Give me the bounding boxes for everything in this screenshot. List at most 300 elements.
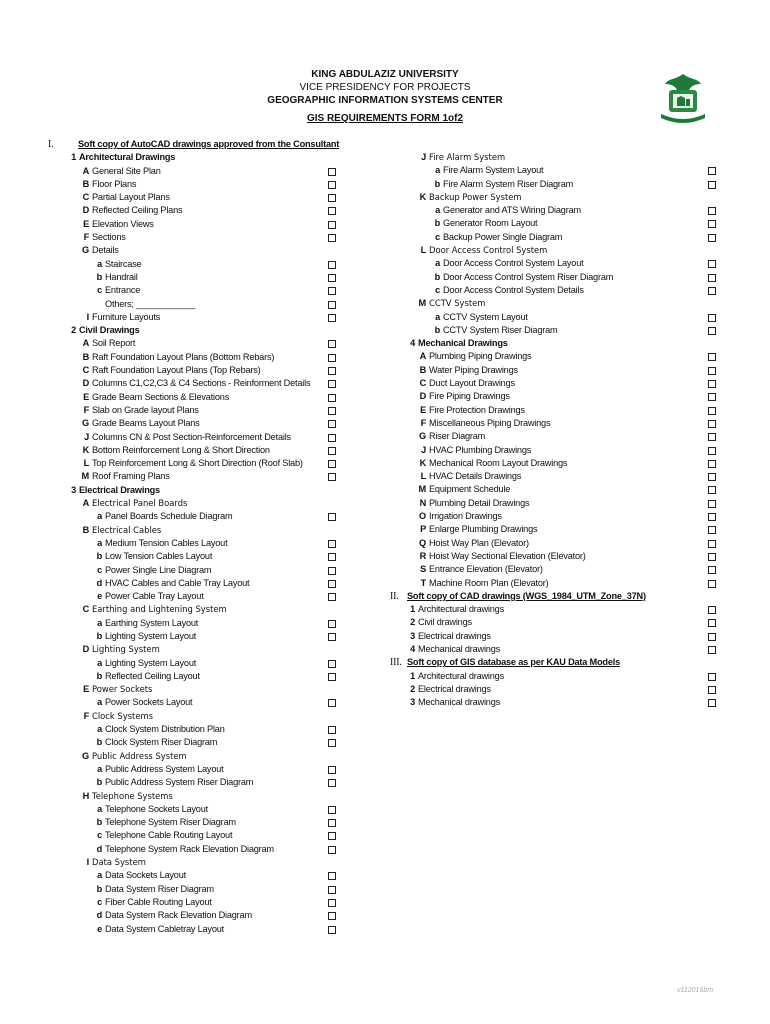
- checkbox[interactable]: [328, 726, 336, 734]
- university-logo: [655, 70, 711, 126]
- item-key: D: [82, 205, 89, 216]
- checkbox[interactable]: [328, 221, 336, 229]
- group-heading: Civil Drawings: [79, 325, 140, 336]
- item-key: a: [97, 724, 102, 735]
- form-row: [50, 191, 350, 204]
- item-key: E: [83, 391, 89, 402]
- form-row: [390, 404, 730, 417]
- section-numeral: III.: [390, 657, 402, 669]
- item-label: Door Access Control System Riser Diagram: [443, 271, 614, 282]
- checkbox[interactable]: [328, 926, 336, 934]
- item-label: Partial Layout Plans: [92, 192, 170, 203]
- item-key: K: [82, 444, 89, 455]
- item-label: Public Address System Riser Diagram: [105, 777, 254, 788]
- item-label: Top Reinforcement Long & Short Direction (Roof Slab): [92, 458, 303, 469]
- item-key: F: [420, 417, 426, 428]
- checkbox[interactable]: [708, 606, 716, 614]
- item-key: D: [82, 644, 89, 655]
- form-row: [50, 324, 350, 337]
- checkbox[interactable]: [328, 872, 336, 880]
- checkbox[interactable]: [328, 673, 336, 681]
- item-label: Generator and ATS Wiring Diagram: [443, 205, 581, 216]
- item-label: Telephone System Riser Diagram: [105, 817, 236, 828]
- item-key: d: [96, 577, 102, 588]
- checkbox[interactable]: [708, 220, 716, 228]
- system-heading: Electrical Panel Boards: [92, 498, 188, 509]
- item-label: Raft Foundation Layout Plans (Bottom Rebars): [92, 351, 275, 362]
- item-key: b: [96, 630, 102, 641]
- item-label: Hoist Way Plan (Elevator): [429, 537, 529, 548]
- item-key: b: [434, 271, 440, 282]
- checkbox[interactable]: [328, 207, 336, 215]
- form-row: [390, 337, 730, 350]
- left-column: [50, 138, 350, 936]
- checkbox[interactable]: [328, 846, 336, 854]
- checkbox[interactable]: [328, 367, 336, 375]
- item-label: Clock System Riser Diagram: [105, 737, 218, 748]
- item-key: D: [82, 378, 89, 389]
- form-row: [50, 909, 350, 922]
- checkbox[interactable]: [708, 566, 716, 574]
- item-key: B: [82, 178, 89, 189]
- item-label: Soil Report: [92, 338, 136, 349]
- item-label: Data System Cabletray Layout: [105, 923, 225, 934]
- checkbox[interactable]: [708, 353, 716, 361]
- form-row: [50, 244, 350, 257]
- checkbox[interactable]: [328, 912, 336, 920]
- checkbox[interactable]: [328, 580, 336, 588]
- checkbox[interactable]: [328, 274, 336, 282]
- version-footer: v112016bm: [677, 987, 714, 994]
- form-row: [390, 417, 730, 430]
- checkbox[interactable]: [708, 646, 716, 654]
- form-row: [390, 151, 730, 164]
- item-label: Generator Room Layout: [443, 218, 538, 229]
- checkbox[interactable]: [328, 420, 336, 428]
- form-row: [50, 603, 350, 616]
- form-title: GIS REQUIREMENTS FORM 1of2: [306, 113, 464, 124]
- item-key: 4: [410, 338, 415, 349]
- item-key: a: [435, 205, 440, 216]
- item-label: Earthing System Layout: [105, 617, 199, 628]
- form-row: [390, 178, 730, 191]
- form-row: [50, 643, 350, 656]
- checkbox[interactable]: [708, 513, 716, 521]
- checkbox[interactable]: [708, 486, 716, 494]
- checkbox[interactable]: [708, 367, 716, 375]
- item-label: Entrance Elevation (Elevator): [429, 564, 543, 575]
- form-row: [50, 590, 350, 603]
- item-label: Enlarge Plumbing Drawings: [429, 524, 538, 535]
- form-row: [50, 457, 350, 470]
- item-key: J: [84, 431, 89, 442]
- checkbox[interactable]: [708, 619, 716, 627]
- item-label: Fiber Cable Routing Layout: [105, 896, 212, 907]
- item-key: G: [82, 418, 89, 429]
- item-key: A: [419, 351, 426, 362]
- form-row: [50, 204, 350, 217]
- form-row: [390, 311, 730, 324]
- item-label: Fire Alarm System Layout: [443, 165, 544, 176]
- item-label: Panel Boards Schedule Diagram: [105, 511, 233, 522]
- item-key: A: [82, 498, 89, 509]
- system-heading: Lighting System: [92, 644, 160, 655]
- item-label: Columns C1,C2,C3 & C4 Sections - Reinforment Details: [92, 378, 311, 389]
- checkbox[interactable]: [328, 301, 336, 309]
- system-heading: Backup Power System: [429, 191, 522, 202]
- form-row: [50, 790, 350, 803]
- checkbox[interactable]: [328, 340, 336, 348]
- item-label: Sections: [92, 232, 126, 243]
- checkbox[interactable]: [708, 380, 716, 388]
- form-row: [50, 497, 350, 510]
- checkbox[interactable]: [708, 393, 716, 401]
- item-label: Floor Plans: [92, 178, 137, 189]
- form-row: [390, 244, 730, 257]
- item-label: Others; ____________: [105, 298, 195, 309]
- item-key: b: [434, 324, 440, 335]
- form-row: [50, 377, 350, 390]
- item-key: a: [435, 258, 440, 269]
- item-label: Hoist Way Sectional Elevation (Elevator): [429, 550, 586, 561]
- form-row: [50, 151, 350, 164]
- item-key: b: [96, 670, 102, 681]
- checkbox[interactable]: [708, 327, 716, 335]
- form-row: [50, 923, 350, 936]
- item-label: HVAC Details Drawings: [429, 471, 522, 482]
- checkbox[interactable]: [328, 540, 336, 548]
- item-label: Riser Diagram: [429, 431, 486, 442]
- checkbox[interactable]: [328, 380, 336, 388]
- item-label: Fire Protection Drawings: [429, 404, 525, 415]
- item-key: C: [82, 365, 89, 376]
- form-row: [50, 417, 350, 430]
- checkbox[interactable]: [328, 633, 336, 641]
- item-key: B: [419, 364, 426, 375]
- form-row: [50, 165, 350, 178]
- form-row: [50, 364, 350, 377]
- item-label: Door Access Control System Layout: [443, 258, 584, 269]
- item-label: Fire Alarm System Riser Diagram: [443, 178, 574, 189]
- checkbox[interactable]: [328, 819, 336, 827]
- checkbox[interactable]: [328, 407, 336, 415]
- checkbox[interactable]: [328, 434, 336, 442]
- item-label: Power Single Line Diagram: [105, 564, 212, 575]
- form-row: [390, 204, 730, 217]
- item-label: Lighting System Layout: [105, 630, 197, 641]
- checkbox[interactable]: [328, 567, 336, 575]
- form-row: [50, 696, 350, 709]
- form-row: [390, 696, 730, 709]
- checkbox[interactable]: [328, 899, 336, 907]
- checkbox[interactable]: [328, 314, 336, 322]
- item-key: G: [419, 431, 426, 442]
- item-label: Grade Beams Layout Plans: [92, 418, 200, 429]
- form-row: [390, 603, 730, 616]
- item-key: c: [97, 830, 102, 841]
- item-key: 2: [410, 683, 415, 694]
- form-row: [50, 351, 350, 364]
- item-key: T: [420, 577, 426, 588]
- checkbox[interactable]: [708, 447, 716, 455]
- item-label: Electrical drawings: [418, 683, 491, 694]
- form-row: [50, 550, 350, 563]
- checkbox[interactable]: [328, 660, 336, 668]
- form-row: [390, 217, 730, 230]
- checkbox[interactable]: [328, 832, 336, 840]
- checkbox[interactable]: [328, 620, 336, 628]
- item-key: b: [96, 737, 102, 748]
- item-key: c: [97, 896, 102, 907]
- form-row: [50, 856, 350, 869]
- form-row: [50, 537, 350, 550]
- form-row: [390, 470, 730, 483]
- item-key: 4: [410, 643, 415, 654]
- form-row: [50, 484, 350, 497]
- item-label: Reflected Ceiling Plans: [92, 205, 183, 216]
- item-label: CCTV System Riser Diagram: [443, 324, 558, 335]
- form-row: [390, 616, 730, 629]
- item-key: c: [97, 285, 102, 296]
- item-label: Mechanical Room Layout Drawings: [429, 457, 568, 468]
- item-key: 3: [410, 697, 415, 708]
- vice-presidency: VICE PRESIDENCY FOR PROJECTS: [299, 82, 471, 93]
- checkbox[interactable]: [708, 686, 716, 694]
- item-key: e: [97, 923, 102, 934]
- checkbox[interactable]: [708, 553, 716, 561]
- checkbox[interactable]: [328, 460, 336, 468]
- form-row: [50, 776, 350, 789]
- item-label: Raft Foundation Layout Plans (Top Rebars): [92, 365, 261, 376]
- checkbox[interactable]: [328, 513, 336, 521]
- item-label: Public Address System Layout: [105, 763, 224, 774]
- checkbox[interactable]: [328, 261, 336, 269]
- form-row: [50, 843, 350, 856]
- item-label: CCTV System Layout: [443, 311, 528, 322]
- item-key: b: [96, 271, 102, 282]
- checkbox[interactable]: [328, 287, 336, 295]
- checkbox[interactable]: [328, 806, 336, 814]
- form-row: [50, 138, 350, 151]
- item-label: Irrigation Drawings: [429, 511, 502, 522]
- item-key: C: [82, 604, 89, 615]
- checkbox[interactable]: [328, 766, 336, 774]
- item-key: E: [420, 404, 426, 415]
- item-key: L: [420, 471, 426, 482]
- form-row: [50, 896, 350, 909]
- item-key: 1: [410, 670, 415, 681]
- checkbox[interactable]: [708, 407, 716, 415]
- item-key: 1: [410, 604, 415, 615]
- form-row: [50, 271, 350, 284]
- system-heading: Clock Systems: [92, 710, 154, 721]
- form-row: [50, 258, 350, 271]
- form-row: [50, 311, 350, 324]
- item-key: A: [82, 165, 89, 176]
- form-row: [50, 750, 350, 763]
- item-label: Miscellaneous Piping Drawings: [429, 417, 551, 428]
- checkbox[interactable]: [708, 633, 716, 641]
- checkbox[interactable]: [708, 699, 716, 707]
- form-row: [50, 298, 350, 311]
- item-key: P: [420, 524, 426, 535]
- item-label: Backup Power Single Diagram: [443, 231, 563, 242]
- checkbox[interactable]: [328, 739, 336, 747]
- item-label: Slab on Grade layout Plans: [92, 404, 199, 415]
- item-label: Power Cable Tray Layout: [105, 591, 204, 602]
- form-row: [390, 510, 730, 523]
- item-label: Power Sockets Layout: [105, 697, 193, 708]
- item-label: Door Access Control System Details: [443, 284, 584, 295]
- item-label: Telephone Sockets Layout: [105, 803, 208, 814]
- checkbox[interactable]: [328, 168, 336, 176]
- section-heading: Soft copy of AutoCAD drawings approved from the Consultant: [78, 139, 340, 149]
- checkbox[interactable]: [328, 779, 336, 787]
- item-key: b: [96, 551, 102, 562]
- item-key: e: [97, 591, 102, 602]
- item-label: Bottom Reinforcement Long & Short Direction: [92, 444, 270, 455]
- item-key: M: [418, 298, 426, 309]
- item-key: a: [97, 258, 102, 269]
- item-label: Low Tension Cables Layout: [105, 551, 213, 562]
- form-row: [50, 869, 350, 882]
- item-key: O: [419, 511, 426, 522]
- checkbox[interactable]: [708, 420, 716, 428]
- form-row: [390, 164, 730, 177]
- checkbox[interactable]: [328, 553, 336, 561]
- form-row: [390, 590, 730, 603]
- checkbox[interactable]: [708, 287, 716, 295]
- item-key: N: [419, 497, 426, 508]
- checkbox[interactable]: [708, 260, 716, 268]
- checkbox[interactable]: [328, 593, 336, 601]
- form-row: [390, 683, 730, 696]
- section-numeral: II.: [390, 590, 399, 602]
- form-row: [390, 483, 730, 496]
- form-row: [390, 350, 730, 363]
- checkbox[interactable]: [328, 886, 336, 894]
- checkbox[interactable]: [708, 314, 716, 322]
- form-row: [50, 510, 350, 523]
- item-key: J: [421, 152, 426, 162]
- item-key: E: [83, 218, 89, 229]
- form-row: [390, 497, 730, 510]
- item-label: Data Sockets Layout: [105, 870, 186, 881]
- section-numeral: I.: [48, 139, 54, 150]
- item-key: 1: [71, 152, 76, 163]
- form-row: [50, 391, 350, 404]
- form-row: [50, 803, 350, 816]
- checkbox[interactable]: [708, 433, 716, 441]
- checkbox[interactable]: [708, 167, 716, 175]
- item-key: 3: [71, 484, 76, 495]
- right-column: [390, 151, 730, 709]
- item-key: C: [82, 192, 89, 203]
- checkbox[interactable]: [708, 540, 716, 548]
- checkbox[interactable]: [328, 181, 336, 189]
- checkbox[interactable]: [708, 207, 716, 215]
- item-key: a: [97, 870, 102, 881]
- item-key: a: [97, 697, 102, 708]
- item-label: General Site Plan: [92, 165, 161, 176]
- item-label: Plumbing Piping Drawings: [429, 351, 532, 362]
- checkbox[interactable]: [708, 580, 716, 588]
- form-row: [50, 524, 350, 537]
- checkbox[interactable]: [328, 394, 336, 402]
- item-key: D: [419, 391, 426, 402]
- item-label: Details: [92, 245, 119, 256]
- item-label: Water Piping Drawings: [429, 364, 518, 375]
- system-heading: Telephone Systems: [92, 790, 173, 801]
- form-row: [390, 271, 730, 284]
- section-heading: Soft copy of GIS database as per KAU Data Models: [407, 657, 620, 668]
- checkbox[interactable]: [328, 699, 336, 707]
- form-row: [390, 523, 730, 536]
- checkbox[interactable]: [708, 526, 716, 534]
- item-key: c: [435, 231, 440, 242]
- item-key: c: [435, 284, 440, 295]
- item-label: Data System Rack Elevation Diagram: [105, 910, 252, 921]
- form-row: [390, 284, 730, 297]
- item-label: Grade Beam Sections & Elevations: [92, 391, 230, 402]
- form-row: [390, 630, 730, 643]
- item-key: J: [421, 444, 426, 455]
- system-heading: Public Address System: [92, 750, 187, 761]
- item-key: a: [97, 803, 102, 814]
- checkbox[interactable]: [328, 194, 336, 202]
- item-label: Architectural drawings: [418, 670, 504, 681]
- group-heading: Electrical Drawings: [79, 484, 160, 495]
- checkbox[interactable]: [708, 460, 716, 468]
- form-row: [50, 683, 350, 696]
- item-key: K: [419, 191, 426, 202]
- checkbox[interactable]: [708, 500, 716, 508]
- item-label: Medium Tension Cables Layout: [105, 537, 228, 548]
- checkbox[interactable]: [708, 234, 716, 242]
- item-label: Plumbing Detail Drawings: [429, 497, 530, 508]
- item-key: 2: [71, 325, 76, 336]
- item-label: Machine Room Plan (Elevator): [429, 577, 549, 588]
- item-key: b: [96, 777, 102, 788]
- item-key: b: [434, 178, 440, 189]
- form-row: [50, 630, 350, 643]
- checkbox[interactable]: [708, 274, 716, 282]
- form-row: [50, 404, 350, 417]
- form-row: [50, 736, 350, 749]
- item-label: Handrail: [105, 271, 138, 282]
- form-row: [390, 643, 730, 656]
- item-key: F: [83, 710, 89, 721]
- item-key: a: [97, 511, 102, 522]
- checkbox[interactable]: [328, 234, 336, 242]
- item-key: a: [435, 165, 440, 176]
- form-row: [390, 377, 730, 390]
- item-label: Mechanical drawings: [418, 643, 500, 654]
- item-key: L: [83, 458, 89, 469]
- item-key: S: [420, 564, 426, 575]
- checkbox[interactable]: [708, 473, 716, 481]
- checkbox[interactable]: [328, 473, 336, 481]
- form-row: [390, 656, 730, 669]
- form-row: [390, 444, 730, 457]
- item-label: HVAC Plumbing Drawings: [429, 444, 532, 455]
- form-row: [390, 390, 730, 403]
- checkbox[interactable]: [708, 181, 716, 189]
- checkbox[interactable]: [328, 354, 336, 362]
- checkbox[interactable]: [708, 673, 716, 681]
- center-name: GEOGRAPHIC INFORMATION SYSTEMS CENTER: [267, 95, 503, 106]
- checkbox[interactable]: [328, 447, 336, 455]
